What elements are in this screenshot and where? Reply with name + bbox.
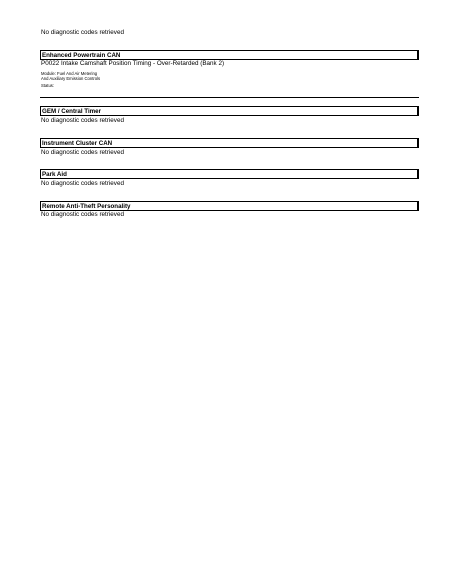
section-title-enhanced-powertrain: Enhanced Powertrain CAN <box>42 52 121 59</box>
header-end-mark <box>417 106 419 116</box>
section-divider <box>40 97 419 98</box>
gem-no-codes-text: No diagnostic codes retrieved <box>41 117 124 124</box>
header-end-mark <box>417 50 419 60</box>
top-no-codes-text: No diagnostic codes retrieved <box>41 29 124 36</box>
header-end-mark <box>417 201 419 211</box>
status-line: Status: <box>41 83 55 88</box>
module-line-2: And Auxiliary Emission Controls <box>41 76 101 81</box>
section-title-gem: GEM / Central Timer <box>42 108 102 115</box>
section-title-instrument-cluster: Instrument Cluster CAN <box>42 140 113 147</box>
section-title-remote-anti-theft: Remote Anti-Theft Personality <box>42 203 131 210</box>
section-header-remote-anti-theft <box>40 201 419 211</box>
remote-anti-theft-no-codes-text: No diagnostic codes retrieved <box>41 211 124 218</box>
header-end-mark <box>417 169 419 179</box>
header-end-mark <box>417 138 419 148</box>
section-header-enhanced-powertrain <box>40 50 419 60</box>
dtc-code-line: P0022 Intake Camshaft Position Timing - Over-Retarded (Bank 2) <box>41 60 225 67</box>
module-line-1: Module: Fuel And Air Metering <box>41 71 98 76</box>
section-header-instrument-cluster <box>40 138 419 148</box>
section-header-park-aid <box>40 169 419 179</box>
section-title-park-aid: Park Aid <box>42 171 67 178</box>
section-header-gem <box>40 106 419 116</box>
instrument-cluster-no-codes-text: No diagnostic codes retrieved <box>41 149 124 156</box>
park-aid-no-codes-text: No diagnostic codes retrieved <box>41 180 124 187</box>
